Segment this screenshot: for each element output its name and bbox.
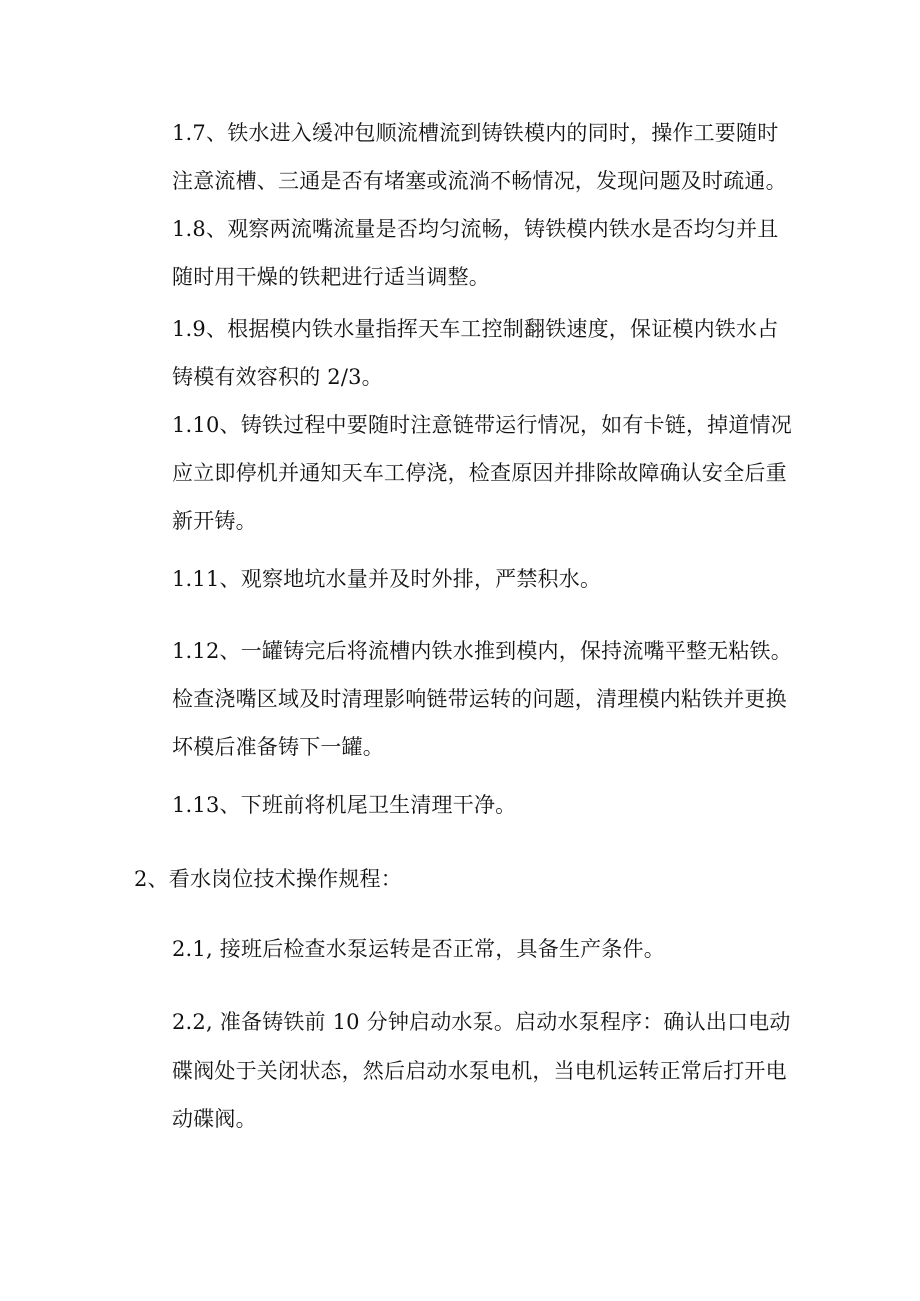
paragraph-1-7-line-2: 注意流槽、三通是否有堵塞或流淌不畅情况，发现问题及时疏通。 — [172, 169, 787, 193]
paragraph-2-1: 2.1, 接班后检查水泵运转是否正常，具备生产条件。 — [172, 937, 665, 961]
paragraph-1-9-line-2: 铸模有效容积的 2/3。 — [172, 365, 383, 389]
paragraph-2-2-line-2: 碟阀处于关闭状态，然后启动水泵电机，当电机运转正常后打开电 — [172, 1059, 787, 1083]
paragraph-2-2-line-1: 2.2, 准备铸铁前 10 分钟启动水泵。启动水泵程序：确认出口电动 — [172, 1010, 791, 1034]
paragraph-1-11: 1.11、观察地坑水量并及时外排，严禁积水。 — [172, 567, 602, 591]
paragraph-1-10-line-3: 新开铸。 — [172, 509, 257, 533]
paragraph-1-12-line-1: 1.12、一罐铸完后将流槽内铁水推到模内，保持流嘴平整无粘铁。 — [172, 639, 792, 663]
paragraph-1-8-line-2: 随时用干燥的铁耙进行适当调整。 — [172, 265, 490, 289]
paragraph-1-13: 1.13、下班前将机尾卫生清理干净。 — [172, 793, 517, 817]
paragraph-2-2-line-3: 动碟阀。 — [172, 1107, 257, 1131]
paragraph-1-12-line-2: 检查浇嘴区域及时清理影响链带运转的问题，清理模内粘铁并更换 — [172, 687, 787, 711]
paragraph-1-10-line-2: 应立即停机并通知天车工停浇，检查原因并排除故障确认安全后重 — [172, 461, 787, 485]
paragraph-1-8-line-1: 1.8、观察两流嘴流量是否均匀流畅，铸铁模内铁水是否均匀并且 — [172, 217, 779, 241]
paragraph-1-10-line-1: 1.10、铸铁过程中要随时注意链带运行情况，如有卡链，掉道情况 — [172, 413, 792, 437]
section-heading-2: 2、看水岗位技术操作规程： — [134, 867, 402, 891]
paragraph-1-12-line-3: 坏模后准备铸下一罐。 — [172, 735, 384, 759]
paragraph-1-9-line-1: 1.9、根据模内铁水量指挥天车工控制翻铁速度，保证模内铁水占 — [172, 317, 779, 341]
paragraph-1-7-line-1: 1.7、铁水进入缓冲包顺流槽流到铸铁模内的同时，操作工要随时 — [172, 121, 779, 145]
